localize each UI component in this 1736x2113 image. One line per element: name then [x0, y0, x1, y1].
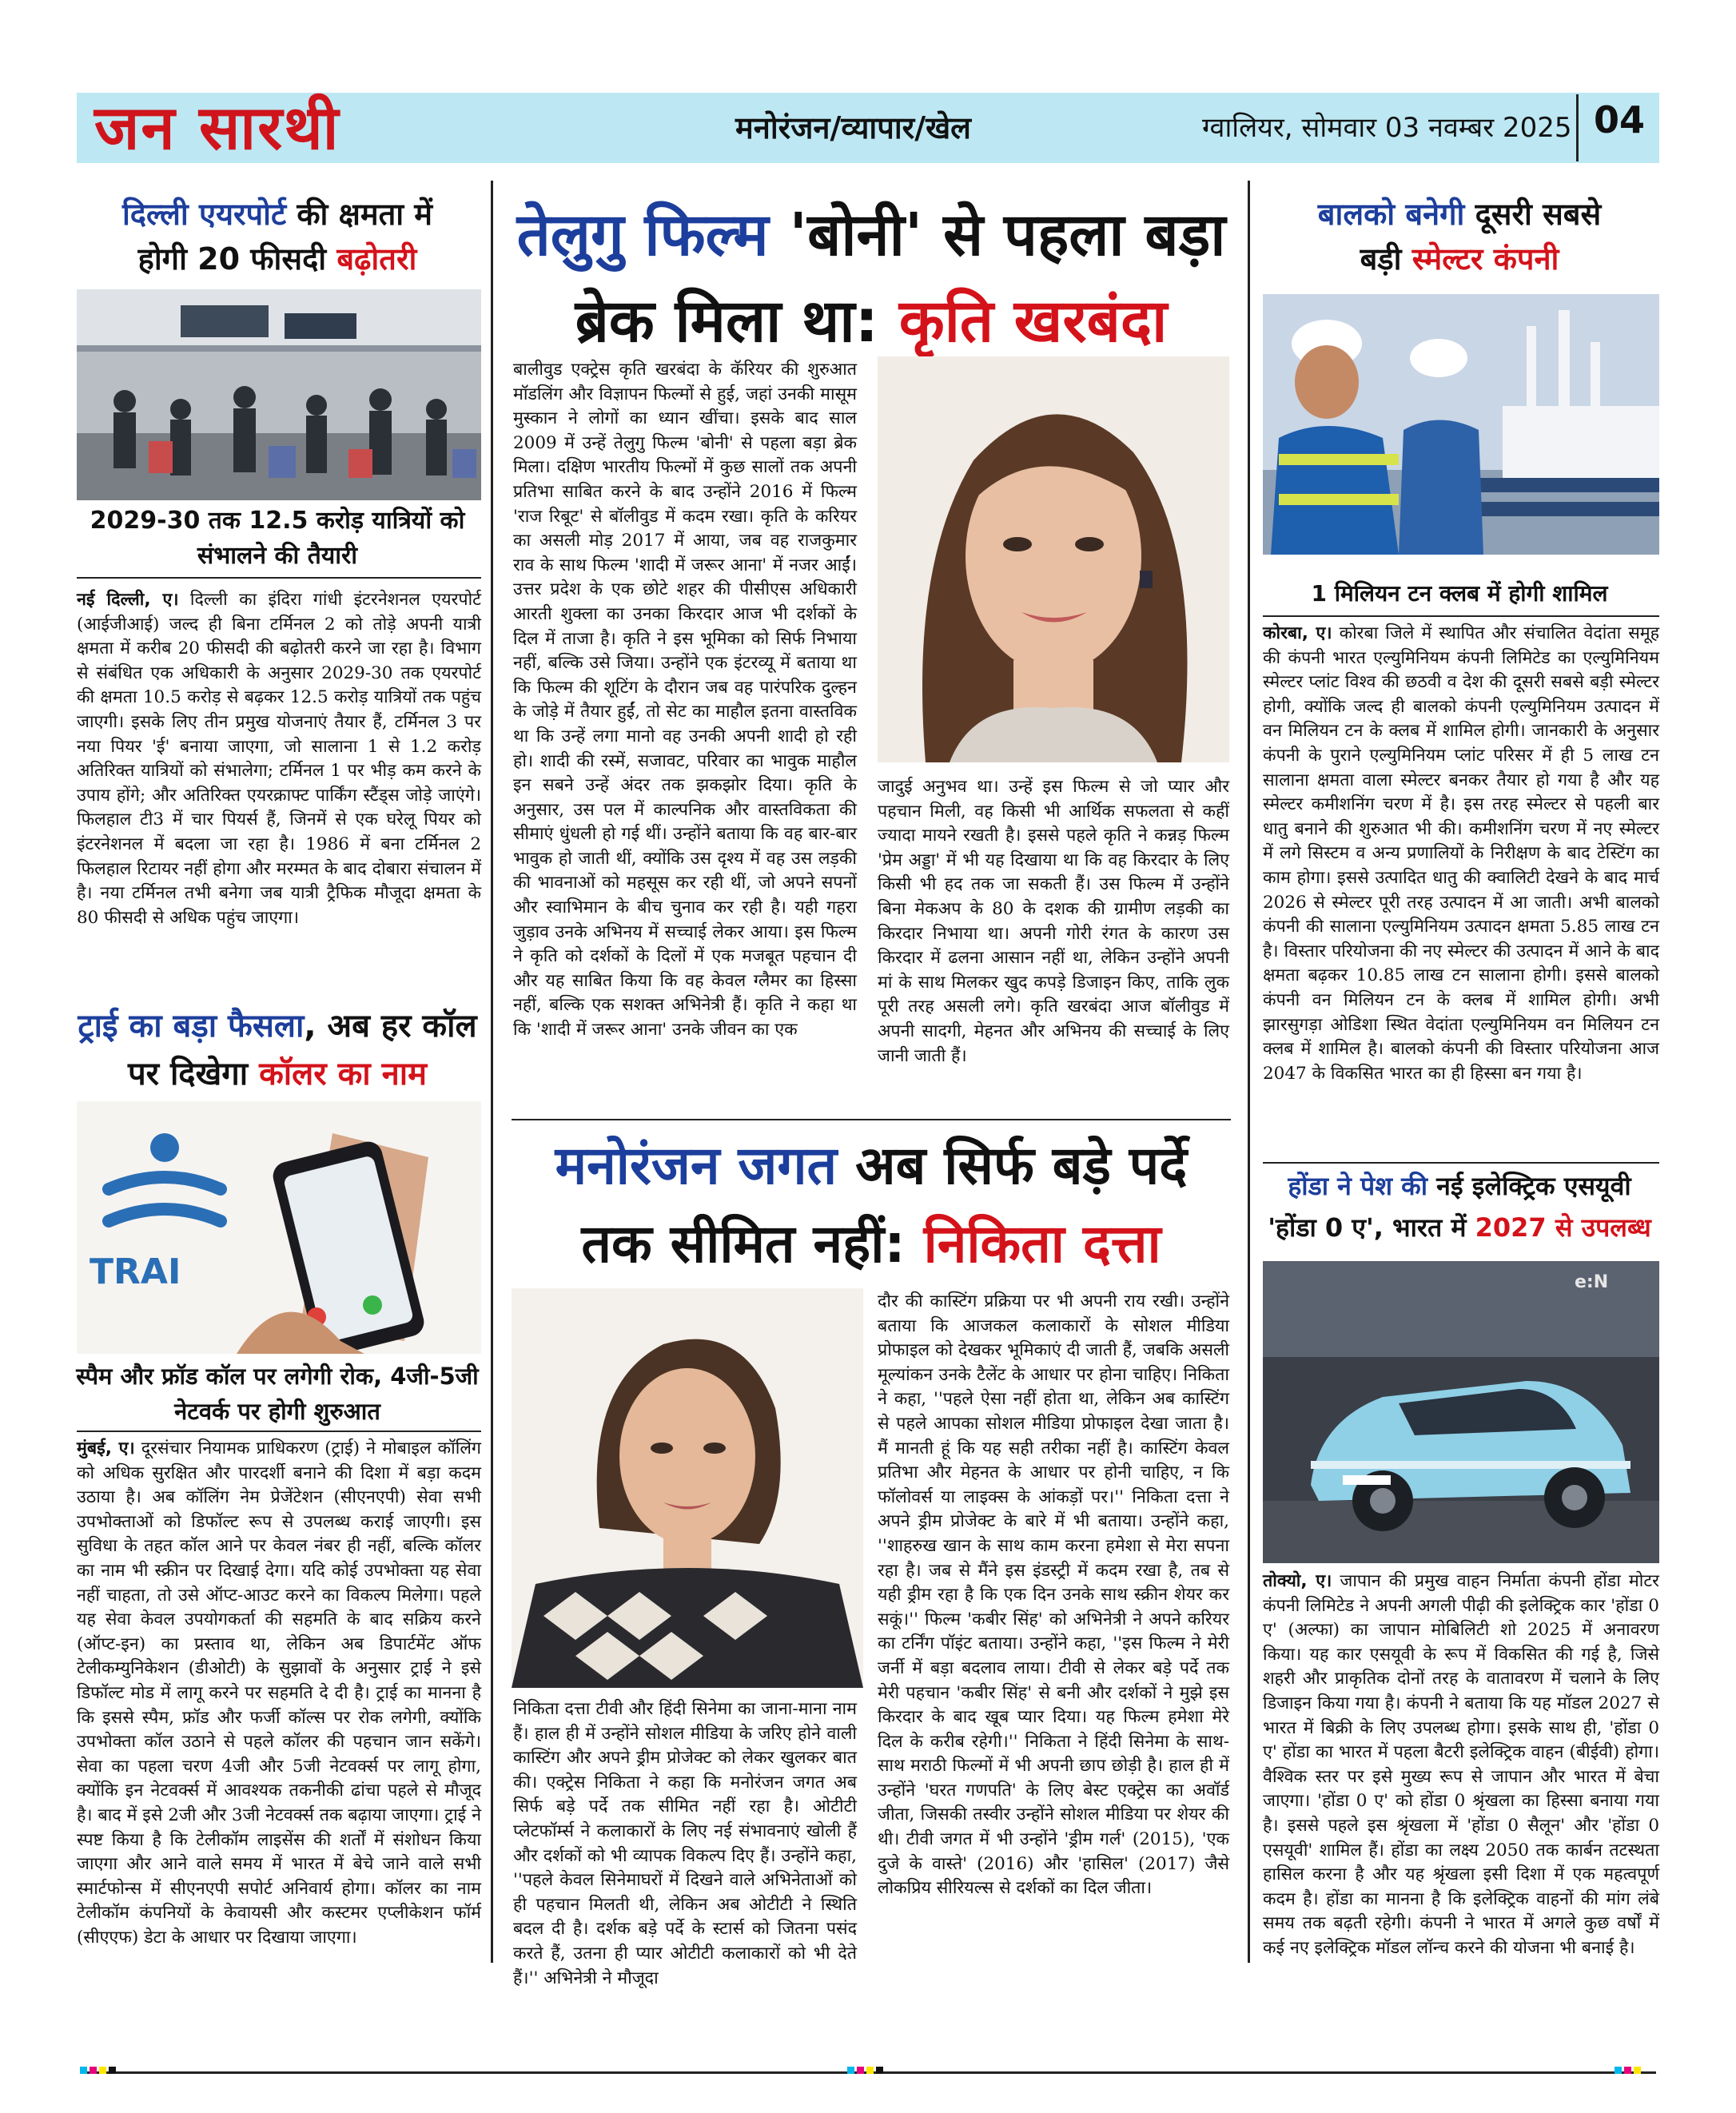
- article-dateline: तोक्यो, ए।: [1263, 1571, 1332, 1591]
- print-color-marks-right: [1615, 2062, 1643, 2077]
- headline-highlight: बालको बनेगी: [1317, 197, 1465, 232]
- balco-smelter-photo: [1263, 294, 1659, 555]
- kriti-headline: [504, 192, 1239, 364]
- article-text: कोरबा जिले में स्थापित और संचालित वेदांता समूह की कंपनी भारत एल्युमिनियम कंपनी लिमिटेड का एल्युमिनियम स्मेल्टर प्लांट विश्व की छठवी व देश की दूसरी सबसे बड़ी स्मेल्टर होगी, क्योंकि जल्द ही बालको कंपनी एल्युमिनियम उत्पादन में वन मिलियन टन के क्लब में शामिल होगी। जानकारी के अनुसार कंपनी के पुराने एल्युमिनियम प्लांट परिसर में ही 5 लाख टन सालाना क्षमता वाला स्मेल्टर बनकर तैयार हो गया है और यह स्मेल्टर कमीशनिंग चरण में है। इस तरह स्मेल्टर से पहली बार धातु बनाने की शुरुआत भी की। कमीशनिंग चरण में नए स्मेल्टर में लगे सिस्टम व अन्य प्रणालियों के निरीक्षण के बाद टेस्टिंग का काम होगा। इससे उत्पादित धातु की क्वालिटी देखने के बाद मार्च 2026 से स्मेल्टर पूरी तरह उत्पादन में आ जाती। अभी बालको कंपनी की सालाना एल्युमिनियम उत्पादन क्षमता 5.85 लाख टन है। विस्तार परियोजना की नए स्मेल्टर की उत्पादन में आने के बाद क्षमता बढ़कर 10.85 लाख टन सालाना होगी। इससे बालको कंपनी वन मिलियन टन के क्लब में शामिल होगी। अभी झारसुगड़ा ओडिशा स्थित वेदांता एल्युमिनियम वन मिलियन टन क्लब में शामिल है। बालको कंपनी की विस्तार परियोजना आज 2047 के विकसित भारत का ही हिस्सा बन गया है।: [1263, 623, 1659, 1084]
- headline-text: , अब हर कॉल: [304, 1008, 477, 1045]
- headline-highlight: 2027 से उपलब्ध: [1475, 1212, 1651, 1243]
- newspaper-brand: जन सारथी: [94, 92, 340, 163]
- headline-text: पर दिखेगा: [127, 1056, 260, 1092]
- page-number: 04: [1594, 98, 1646, 141]
- print-color-marks-left: [80, 2062, 118, 2077]
- honda-headline: [1260, 1165, 1659, 1248]
- print-color-marks-center: [847, 2062, 886, 2077]
- nikita-headline: [504, 1127, 1239, 1283]
- divider: [77, 577, 481, 579]
- headline-text: ब्रेक मिला था:: [575, 287, 899, 356]
- divider: [512, 1119, 1231, 1120]
- airport-terminal-photo: [77, 289, 481, 500]
- kriti-article-col2: जादुई अनुभव था। उन्हें इस फिल्म से जो प्यार और पहचान मिली, वह किसी भी आर्थिक सफलता से कहीं ज्यादा मायने रखती है। इससे पहले कृति ने कन्नड़ फिल्म 'प्रेम अड्डा' में भी यह दिखाया था कि वह किरदार के लिए किसी भी हद तक जा सकती हैं। उस फिल्म में उन्होंने बिना मेकअप के 80 के दशक की ग्रामीण लड़की का किरदार निभाया था। अपनी गोरी रंगत के कारण उस किरदार में ढलना आसान नहीं था, लेकिन उन्होंने अपनी मां के साथ मिलकर खुद कपड़े डिजाइन किए, ताकि लुक पूरी तरह असली लगे। कृति खरबंदा आज बॉलीवुड में अपनी सादगी, मेहनत और अभिनय की सच्चाई के लिए जानी जाती हैं।: [878, 777, 1229, 1066]
- headline-highlight: तेलुगु फिल्म: [516, 201, 769, 269]
- kriti-article-col1: बालीवुड एक्ट्रेस कृति खरबंदा के कॅरियर की शुरुआत मॉडलिंग और विज्ञापन फिल्मों से हुई, जहां उनकी मासूम मुस्कान ने लोगों का ध्यान खींचा। इसके बाद साल 2009 में उन्हें तेलुगु फिल्म 'बोनी' से पहला बड़ा ब्रेक मिला। दक्षिण भारतीय फिल्मों में कुछ सालों तक अपनी प्रतिभा साबित करने के बाद उन्होंने 2016 में फिल्म 'राज रिबूट' से बॉलीवुड में कदम रखा। कृति के करियर का असली मोड़ 2017 में आया, जब वह राजकुमार राव के साथ फिल्म 'शादी में जरूर आना' में नजर आईं। उत्तर प्रदेश के एक छोटे शहर की पीसीएस अधिकारी आरती शुक्ला का उनका किरदार आज भी दर्शकों के दिल में ताजा है। कृति ने इस भूमिका को सिर्फ निभाया नहीं, बल्कि उसे जिया। उन्होंने एक इंटरव्यू में बताया था कि फिल्म की शूटिंग के दौरान जब वह पारंपरिक दुल्हन के जोड़े में तैयार हुईं, तो सेट का माहौल इतना वास्तविक था कि उन्हें लगा मानो वह उनकी अपनी शादी हो रही हो। शादी की रस्में, सजावट, परिवार का भावुक माहौल इन सबने उन्हें अंदर तक झकझोर दिया। कृति के अनुसार, उस पल में काल्पनिक और वास्तविकता की सीमाएं धुंधली हो गई थीं। उन्होंने बताया कि वह बार-बार भावुक हो जाती थीं, क्योंकि उस दृश्य में वह उस लड़की की भावनाओं को महसूस कर रही थीं, जो अपने सपनों और स्वाभिमान के बीच चुनाव कर रही है। यही गहरा जुड़ाव उनके अभिनय में सच्चाई लेकर आया। इस फिल्म ने कृति को दर्शकों के दिलों में एक मजबूत पहचान दी और यह साबित किया कि वह केवल ग्लैमर का हिस्सा नहीं, बल्कि एक सशक्त अभिनेत्री हैं। कृति ने कहा था कि 'शादी में जरूर आना' उनके जीवन का एक: [513, 360, 857, 1041]
- trai-phone-photo: [77, 1101, 481, 1354]
- headline-text: दूसरी सबसे: [1464, 197, 1602, 232]
- column-rule-right: [1248, 181, 1250, 1963]
- delhi-airport-article-body: [77, 588, 481, 930]
- balco-headline: [1260, 192, 1659, 281]
- column-rule-left: [491, 181, 493, 1963]
- headline-text: 'बोनी' से पहला बड़ा: [768, 201, 1226, 269]
- headline-highlight: स्मेल्टर कंपनी: [1411, 241, 1559, 277]
- headline-highlight: दिल्ली एयरपोर्ट: [121, 197, 287, 232]
- article-text: दूरसंचार नियामक प्राधिकरण (ट्राई) ने मोबाइल कॉलिंग को अधिक सुरक्षित और पारदर्शी बनाने की दिशा में बड़ा कदम उठाया है। अब कॉलिंग नेम प्रेजेंटेशन (सीएनएपी) सेवा सभी उपभोक्ताओं को डिफॉल्ट रूप से उपलब्ध कराई जाएगी। इस सुविधा के तहत कॉल आने पर केवल नंबर ही नहीं, बल्कि कॉलर का नाम भी स्क्रीन पर दिखाई देगा। यदि कोई उपभोक्ता यह सेवा नहीं चाहता, तो उसे ऑप्ट-आउट करने का विकल्प मिलेगा। पहले यह सेवा केवल उपयोगकर्ता की सहमति के बाद सक्रिय करने (ऑप्ट-इन) का प्रस्ताव था, लेकिन अब डिपार्टमेंट ऑफ टेलीकम्युनिकेशन (डीओटी) के सुझावों के अनुसार ट्राई ने इसे डिफॉल्ट मोड में लागू करने पर सहमति दे दी है। ट्राई का मानना है कि इससे स्पैम, फ्रॉड और फर्जी कॉल्स पर रोक लगेगी, क्योंकि उपभोक्ता कॉल उठाने से पहले कॉलर की पहचान जान सकेंगे। सेवा का पहला चरण 4जी और 5जी नेटवर्क्स पर लागू होगा, क्योंकि इन नेटवर्क्स में आवश्यक तकनीकी ढांचा पहले से मौजूद है। बाद में इसे 2जी और 3जी नेटवर्क्स तक बढ़ाया जाएगा। ट्राई ने स्पष्ट किया है कि टेलीकॉम लाइसेंस की शर्तों में संशोधन किया जाएगा और आने वाले समय में भारत में बेचे जाने वाले सभी स्मार्टफोन्स में सीएनएपी सपोर्ट अनिवार्य होगा। कॉलर का नाम टेलीकॉम कंपनियों के केवायसी और कस्टमर एप्लीकेशन फॉर्म (सीएएफ) डेटा के आधार पर दिखाया जाएगा।: [77, 1439, 481, 1948]
- delhi-airport-headline: [74, 192, 481, 281]
- article-text: दिल्ली का इंदिरा गांधी इंटरनेशनल एयरपोर्ट (आईजीआई) जल्द ही बिना टर्मिनल 2 को तोड़े अपनी यात्री क्षमता में करीब 20 फीसदी की बढ़ोतरी करने जा रहा है। विभाग से संबंधित एक अधिकारी के अनुसार 2029-30 तक एयरपोर्ट की क्षमता 10.5 करोड़ से बढ़कर 12.5 करोड़ यात्रियों तक पहुंच जाएगी। इसके लिए तीन प्रमुख योजनाएं तैयार हैं, टर्मिनल 3 पर नया पियर 'ई' बनाया जाएगा, जो सालाना 1 से 1.2 करोड़ अतिरिक्त यात्रियों को संभालेगा; टर्मिनल 1 पर भीड़ कम करने के उपाय होंगे; और अतिरिक्त एयरक्राफ्ट पार्किंग स्टैंड्स जोड़े जाएंगे। फिलहाल टी3 में चार पियर्स हैं, जिनमें से एक घरेलू पियर को इंटरनेशनल में बदला जा रहा है। 1986 में बना टर्मिनल 2 फिलहाल रिटायर नहीं होगा और मरम्मत के बाद दोबारा संचालन में है। नया टर्मिनल तभी बनेगा जब यात्री ट्रैफिक मौजूदा क्षमता के 80 फीसदी से अधिक पहुंच जाएगा।: [77, 590, 481, 928]
- honda-0a-suv-photo: [1263, 1261, 1659, 1563]
- headline-highlight: ट्राई का बड़ा फैसला: [78, 1008, 305, 1045]
- balco-article-body: [1263, 622, 1659, 1086]
- headline-text: बड़ी: [1360, 241, 1412, 277]
- headline-text: होगी 20 फीसदी: [137, 241, 337, 277]
- section-label: मनोरंजन/व्यापार/खेल: [735, 110, 971, 145]
- headline-highlight: निकिता दत्ता: [923, 1213, 1161, 1275]
- balco-subheadline: 1 मिलियन टन क्लब में होगी शामिल: [1311, 580, 1608, 607]
- headline-text: की क्षमता में: [286, 197, 433, 232]
- trai-headline: [74, 1002, 481, 1098]
- headline-text: नई इलेक्ट्रिक एसयूवी: [1427, 1171, 1631, 1201]
- article-dateline: मुंबई, ए।: [77, 1439, 135, 1458]
- issue-dateline: ग्वालियर, सोमवार 03 नवम्बर 2025: [1202, 112, 1572, 144]
- trai-logo-text: TRAI: [90, 1251, 181, 1292]
- nikita-dutta-portrait: [512, 1288, 863, 1688]
- honda-article-body: [1263, 1570, 1659, 1961]
- divider: [1263, 1162, 1659, 1164]
- nikita-article-col1: निकिता दत्ता टीवी और हिंदी सिनेमा का जाना-माना नाम हैं। हाल ही में उन्होंने सोशल मीडिया के जरिए होने वाली कास्टिंग और अपने ड्रीम प्रोजेक्ट को लेकर खुलकर बात की। एक्ट्रेस निकिता ने कहा कि मनोरंजन जगत अब सिर्फ बड़े पर्दे तक सीमित नहीं रहा है। ओटीटी प्लेटफॉर्म्स ने कलाकारों के लिए नई संभावनाएं खोली हैं और दर्शकों को भी व्यापक विकल्प दिए हैं। उन्होंने कहा, ''पहले केवल सिनेमाघरों में दिखने वाले अभिनेताओं को ही पहचान मिलती थी, लेकिन अब ओटीटी ने स्थिति बदल दी है। दर्शक बड़े पर्दे के स्टार्स को जितना पसंद करते हैं, उतना ही प्यार ओटीटी कलाकारों को भी देते हैं।'' अभिनेत्री ने मौजूदा: [513, 1699, 857, 1988]
- delhi-airport-subheadline: 2029-30 तक 12.5 करोड़ यात्रियों को संभालने की तैयारी: [90, 507, 465, 570]
- divider: [1263, 615, 1659, 617]
- headline-text: 'होंडा 0 ए', भारत में: [1268, 1212, 1475, 1243]
- headline-text: अब सिर्फ बड़े पर्दे: [837, 1135, 1188, 1196]
- headline-highlight: मनोरंजन जगत: [555, 1135, 838, 1196]
- headline-highlight: बढ़ोतरी: [336, 241, 417, 277]
- divider: [77, 1431, 481, 1432]
- trai-subheadline: स्पैम और फ्रॉड कॉल पर लगेगी रोक, 4जी-5जी नेटवर्क पर होगी शुरुआत: [76, 1363, 479, 1425]
- trai-article-body: [77, 1437, 481, 1950]
- kriti-kharbanda-portrait: [878, 356, 1229, 762]
- car-display-sign: e:N: [1575, 1272, 1609, 1292]
- headline-highlight: कृति खरबंदा: [898, 287, 1168, 356]
- article-dateline: नई दिल्ली, ए।: [77, 590, 179, 610]
- nikita-article-col2: दौर की कास्टिंग प्रक्रिया पर भी अपनी राय रखी। उन्होंने बताया कि आजकल कलाकारों के सोशल मीडिया प्रोफाइल को देखकर भूमिकाएं दी जाती हैं, जबकि असली मूल्यांकन उनके टैलेंट के आधार पर होना चाहिए। निकिता ने कहा, ''पहले ऐसा नहीं होता था, लेकिन अब कास्टिंग से पहले आपका सोशल मीडिया प्रोफाइल देखा जाता है। मैं मानती हूं कि यह सही तरीका नहीं है। कास्टिंग केवल प्रतिभा और मेहनत के आधार पर होनी चाहिए, न कि फॉलोवर्स या लाइक्स के आंकड़ों पर।'' निकिता दत्ता ने अपने ड्रीम प्रोजेक्ट के बारे में भी बताया। उन्होंने कहा, ''शाहरुख खान के साथ काम करना हमेशा से मेरा सपना रहा है। जब से मैंने इस इंडस्ट्री में कदम रखा है, तब से यही ड्रीम रहा है कि एक दिन उनके साथ स्क्रीन शेयर कर सकूं।'' फिल्म 'कबीर सिंह' को अभिनेत्री ने अपने करियर का टर्निंग पॉइंट बताया। उन्होंने कहा, ''इस फिल्म ने मेरी जर्नी में बड़ा बदलाव लाया। टीवी से लेकर बड़े पर्दे तक मेरी पहचान 'कबीर सिंह' से बनी और दर्शकों ने मुझे इस किरदार के बाद खूब प्यार दिया। यह फिल्म हमेशा मेरे दिल के करीब रहेगी।'' निकिता ने हिंदी सिनेमा के साथ-साथ मराठी फिल्मों में भी अपनी छाप छोड़ी है। हाल ही में उन्होंने 'घरत गणपति' के लिए बेस्ट एक्ट्रेस का अवॉर्ड जीता, जिसकी तस्वीर उन्होंने सोशल मीडिया पर शेयर की थी। टीवी जगत में भी उन्होंने 'ड्रीम गर्ल' (2015), 'एक दुजे के वास्ते' (2016) और 'हासिल' (2017) जैसे लोकप्रिय सीरियल्स से दर्शकों का दिल जीता।: [878, 1291, 1229, 1899]
- headline-highlight: कॉलर का नाम: [259, 1056, 428, 1092]
- headline-highlight: होंडा ने पेश की: [1288, 1171, 1427, 1201]
- page-number-divider: [1576, 94, 1579, 161]
- article-dateline: कोरबा, ए।: [1263, 623, 1332, 643]
- article-text: जापान की प्रमुख वाहन निर्माता कंपनी होंडा मोटर कंपनी लिमिटेड ने अपनी अगली पीढ़ी की इलेक्ट्रिक कार 'होंडा 0 ए' (अल्फा) का जापान मोबिलिटी शो 2025 में अनावरण किया। यह कार एसयूवी के रूप में विकसित की गई है, जिसे शहरी और प्राकृतिक दोनों तरह के वातावरण में चलाने के लिए डिजाइन किया गया है। कंपनी ने बताया कि यह मॉडल 2027 से भारत में बिक्री के लिए उपलब्ध होगा। इसके साथ ही, 'होंडा 0 ए' होंडा का भारत में पहला बैटरी इलेक्ट्रिक वाहन (बीईवी) होगा। वैश्विक स्तर पर इसे मुख्य रूप से जापान और भारत में बेचा जाएगा। 'होंडा 0 ए' को होंडा 0 श्रृंखला का हिस्सा बनाया गया है। इससे पहले इस श्रृंखला में 'होंडा 0 सैलून' और 'होंडा 0 एसयूवी' शामिल हैं। होंडा का लक्ष्य 2050 तक कार्बन तटस्थता हासिल करना है और यह श्रृंखला इसी दिशा में एक महत्वपूर्ण कदम है। होंडा का मानना है कि इलेक्ट्रिक वाहनों की मांग लंबे समय तक बढ़ती रहेगी। कंपनी ने भारत में अगले कुछ वर्षों में कई नए इलेक्ट्रिक मॉडल लॉन्च करने की योजना भी बनाई है।: [1263, 1571, 1659, 1958]
- headline-text: तक सीमित नहीं:: [581, 1213, 924, 1275]
